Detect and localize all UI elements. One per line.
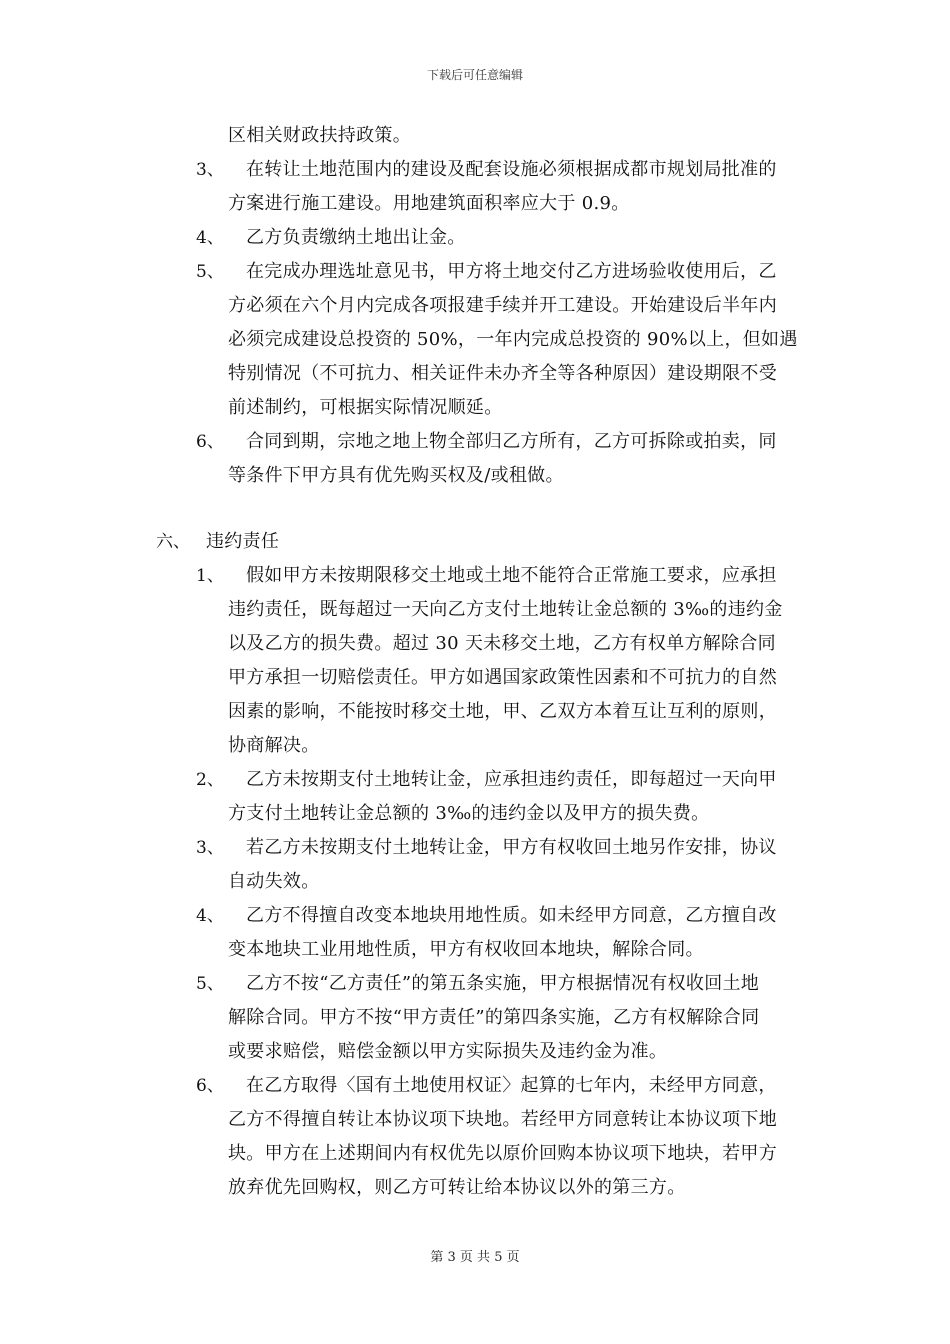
item-text-first-line: 若乙方未按期支付土地转让金，甲方有权收回土地另作安排，协议 [246,837,777,858]
item-text-line: 方必须在六个月内完成各项报建手续并开工建设。开始建设后半年内 [228,295,777,316]
item-text-first-line: 乙方不得擅自改变本地块用地性质。如未经甲方同意，乙方擅自改 [246,905,777,926]
item-text-line: 变本地块工业用地性质，甲方有权收回本地块，解除合同。 [228,939,704,960]
item-text-first-line: 在乙方取得〈国有土地使用权证〉起算的七年内，未经甲方同意， [246,1075,777,1096]
item-text-line: 甲方承担一切赔偿责任。甲方如遇国家政策性因素和不可抗力的自然 [228,667,777,688]
item-number: 3、 [196,160,224,180]
item-text-line: 放弃优先回购权，则乙方可转让给本协议以外的第三方。 [228,1177,686,1198]
page-header: 下载后可任意编辑 [426,68,523,82]
item-number: 3、 [196,838,224,858]
item-number: 6、 [196,432,224,452]
item-text-line: 方案进行施工建设。用地建筑面积率应大于 0.9。 [228,193,630,214]
item-text-line: 协商解决。 [228,735,320,756]
item-text-line: 前述制约，可根据实际情况顺延。 [228,397,503,418]
item-number: 6、 [196,1076,224,1096]
item-text-first-line: 在转让土地范围内的建设及配套设施必须根据成都市规划局批准的 [246,159,777,180]
item-text-line: 以及乙方的损失费。超过 30 天未移交土地，乙方有权单方解除合同 [228,633,776,654]
item-text-first-line: 乙方不按“乙方责任”的第五条实施，甲方根据情况有权收回土地 [246,973,760,994]
item-text-line: 违约责任，既每超过一天向乙方支付土地转让金总额的 3‰的违约金 [228,599,783,620]
page-footer: 第 3 页 共 5 页 [430,1250,520,1265]
item-number: 4、 [196,228,224,248]
item-text-line: 自动失效。 [228,871,320,892]
section-number: 六、 [156,532,190,552]
item-number: 4、 [196,906,224,926]
item-text-line: 或要求赔偿，赔偿金额以甲方实际损失及违约金为准。 [228,1041,668,1062]
item-text-first-line: 假如甲方未按期限移交土地或土地不能符合正常施工要求，应承担 [246,565,777,586]
item-text-line: 特别情况（不可抗力、相关证件未办齐全等各种原因）建设期限不受 [228,363,777,384]
item-number: 5、 [196,262,224,282]
item-number: 1、 [196,566,224,586]
item-text-first-line: 乙方负责缴纳土地出让金。 [246,227,466,248]
item-number: 2、 [196,770,224,790]
item-text-first-line: 合同到期，宗地之地上物全部归乙方所有，乙方可拆除或拍卖，同 [246,431,777,452]
item-text-line: 等条件下甲方具有优先购买权及/或租做。 [228,465,564,486]
item-text-line: 块。甲方在上述期间内有权优先以原价回购本协议项下地块，若甲方 [228,1143,777,1164]
continuation-line: 区相关财政扶持政策。 [228,125,411,146]
item-number: 5、 [196,974,224,994]
item-text-line: 解除合同。甲方不按“甲方责任”的第四条实施，乙方有权解除合同 [228,1007,760,1028]
item-text-line: 必须完成建设总投资的 50%，一年内完成总投资的 90%以上，但如遇 [228,329,798,350]
item-text-line: 方支付土地转让金总额的 3‰的违约金以及甲方的损失费。 [228,803,710,824]
item-text-line: 因素的影响，不能按时移交土地，甲、乙双方本着互让互利的原则， [228,701,777,722]
item-text-first-line: 在完成办理选址意见书，甲方将土地交付乙方进场验收使用后，乙 [246,261,777,282]
section-title: 违约责任 [206,531,280,552]
item-text-line: 乙方不得擅自转让本协议项下块地。若经甲方同意转让本协议项下地 [228,1109,777,1130]
item-text-first-line: 乙方未按期支付土地转让金，应承担违约责任，即每超过一天向甲 [246,769,777,790]
